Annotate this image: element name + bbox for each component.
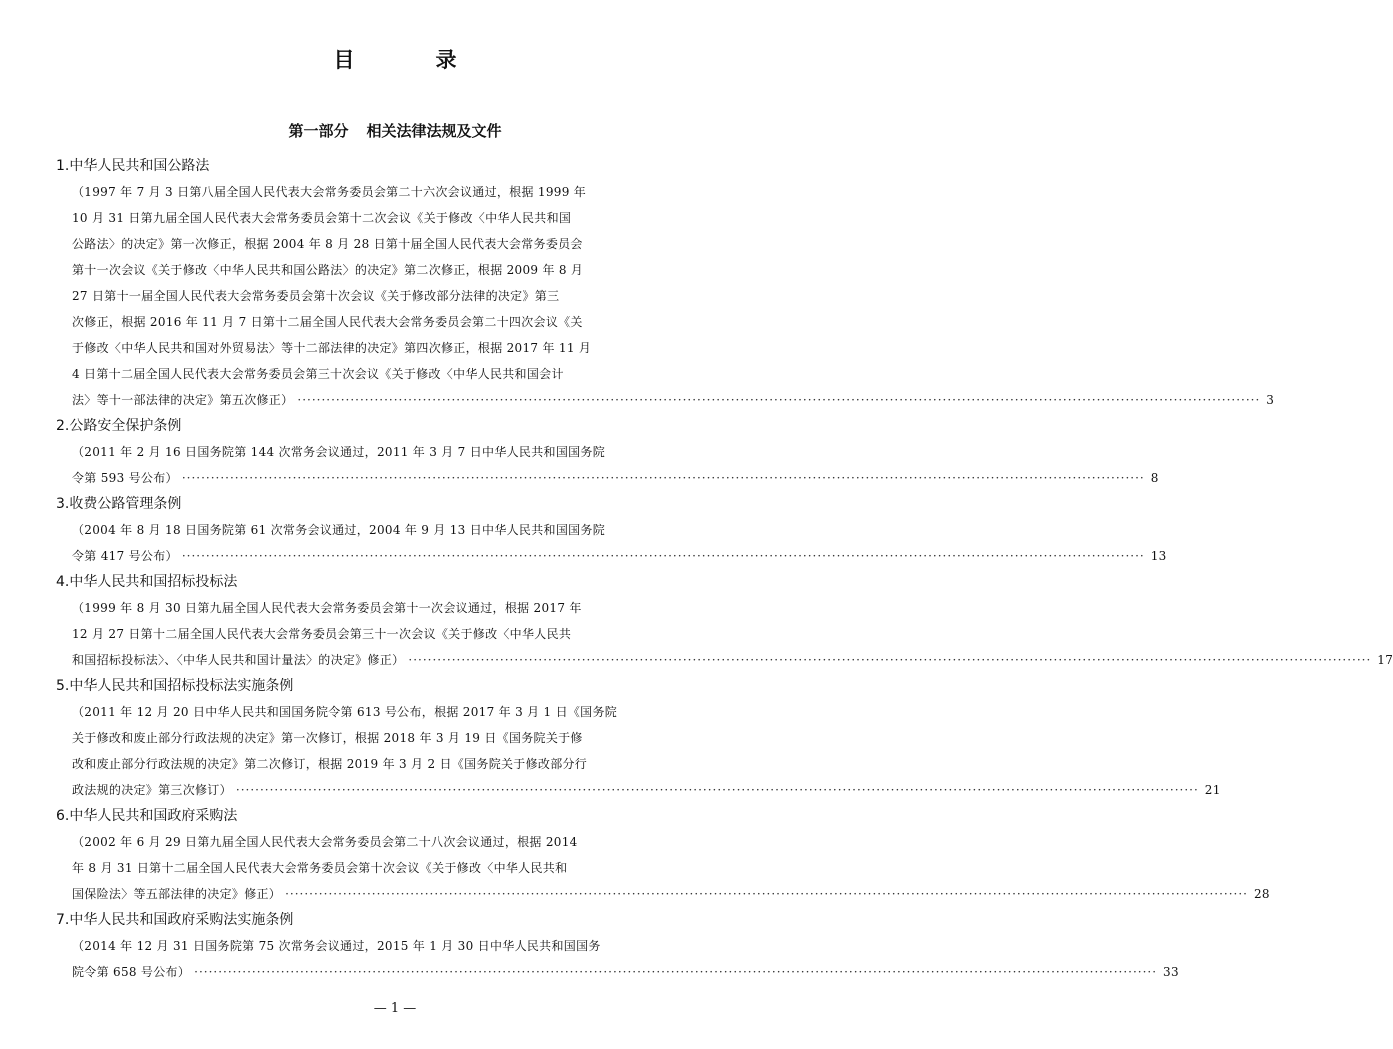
toc-entry-title[interactable]: 7.中华人民共和国政府采购法实施条例	[56, 912, 294, 928]
toc-entry-title[interactable]: 5.中华人民共和国招标投标法实施条例	[56, 678, 294, 694]
toc-entry-note: （2011 年 12 月 20 日中华人民共和国国务院令第 613 号公布，根据 2017 年 3 月 1 日《国务院	[72, 705, 618, 719]
part-label: 第一部分	[288, 122, 349, 140]
toc-entry-last-line	[56, 959, 1179, 985]
dot-leader: ········································································································································································································	[181, 471, 1145, 485]
toc-entry-title[interactable]: 2.公路安全保护条例	[56, 418, 182, 434]
part-title: 相关法律法规及文件	[366, 122, 502, 140]
page-number: — 1 —	[373, 1001, 417, 1016]
toc-entry-last-line	[56, 647, 1393, 673]
dot-leader: ········································································································································································································	[194, 965, 1158, 979]
toc-entry-page[interactable]: 28	[1254, 887, 1270, 901]
dot-leader: ········································································································································································································	[285, 887, 1248, 901]
toc-entry-note: （2014 年 12 月 31 日国务院第 75 次常务会议通过，2015 年 1 月 30 日中华人民共和国国务	[72, 939, 601, 953]
toc-entry[interactable]	[56, 569, 1393, 673]
toc-entry-note: 年 8 月 31 日第十二届全国人民代表大会常务委员会第十次会议《关于修改〈中华人民共和	[72, 861, 568, 875]
toc-entry-note: （2004 年 8 月 18 日国务院第 61 次常务会议通过，2004 年 9 月 13 日中华人民共和国国务院	[72, 523, 606, 537]
toc-entry[interactable]	[56, 413, 1159, 491]
toc-entry-note: 27 日第十一届全国人民代表大会常务委员会第十次会议《关于修改部分法律的决定》第三	[72, 289, 560, 303]
toc-entry[interactable]	[56, 803, 1270, 907]
toc-entry-note: （2011 年 2 月 16 日国务院第 144 次常务会议通过，2011 年 3 月 7 日中华人民共和国国务院	[72, 445, 606, 459]
toc-entry-note: （2002 年 6 月 29 日第九届全国人民代表大会常务委员会第二十八次会议通过，根据 2014	[72, 835, 578, 849]
toc-entry-note: 令第 593 号公布）	[72, 471, 178, 485]
toc-entry-note: 和国招标投标法〉、〈中华人民共和国计量法〉的决定》修正）	[72, 653, 405, 667]
toc-entry-note: 改和废止部分行政法规的决定》第二次修订，根据 2019 年 3 月 2 日《国务院关于修改部分行	[72, 757, 588, 771]
toc-entry-note: （1997 年 7 月 3 日第八届全国人民代表大会常务委员会第二十六次会议通过，根据 1999 年	[72, 185, 587, 199]
dot-leader: ········································································································································································································	[181, 549, 1145, 563]
toc-entry-page[interactable]: 17	[1377, 653, 1393, 667]
toc-entry[interactable]	[56, 907, 1179, 985]
toc-entry-title[interactable]: 4.中华人民共和国招标投标法	[56, 574, 238, 590]
dot-leader: ········································································································································································································	[235, 783, 1199, 797]
toc-entry-note: 次修正，根据 2016 年 11 月 7 日第十二届全国人民代表大会常务委员会第二十四次会议《关	[72, 315, 583, 329]
page-title: 目 录	[333, 48, 487, 72]
part-heading	[0, 120, 790, 141]
toc-entry-note: 关于修改和废止部分行政法规的决定》第一次修订，根据 2018 年 3 月 19 日《国务院关于修	[72, 731, 583, 745]
toc-entry-page[interactable]: 21	[1204, 783, 1221, 797]
toc-entry-page[interactable]: 8	[1150, 471, 1159, 485]
toc-entry-last-line	[56, 465, 1159, 491]
toc-entry-note: 4 日第十二届全国人民代表大会常务委员会第三十次会议《关于修改〈中华人民共和国会计	[72, 367, 564, 381]
toc-entry-page[interactable]: 33	[1163, 965, 1179, 979]
toc-entry[interactable]	[56, 153, 1275, 413]
toc-entry-last-line	[56, 543, 1167, 569]
toc-entries	[56, 153, 1393, 985]
toc-entry[interactable]	[56, 491, 1167, 569]
toc-entry-title[interactable]: 1.中华人民共和国公路法	[56, 158, 210, 174]
toc-entry-note: 第十一次会议《关于修改〈中华人民共和国公路法〉的决定》第二次修正，根据 2009 年 8 月	[72, 263, 584, 277]
toc-entry-title[interactable]: 6.中华人民共和国政府采购法	[56, 808, 238, 824]
toc-entry-page[interactable]: 3	[1266, 393, 1275, 407]
toc-entry-note: 院令第 658 号公布）	[72, 965, 191, 979]
toc-entry-note: 政法规的决定》第三次修订）	[72, 783, 232, 797]
toc-entry-note: 于修改〈中华人民共和国对外贸易法〉等十二部法律的决定》第四次修正，根据 2017 年 11 月	[72, 341, 592, 355]
dot-leader: ········································································································································································································	[408, 653, 1372, 667]
toc-entry-last-line	[56, 881, 1270, 907]
toc-entry-note: 10 月 31 日第九届全国人民代表大会常务委员会第十二次会议《关于修改〈中华人民共和国	[72, 211, 572, 225]
toc-entry-title[interactable]: 3.收费公路管理条例	[56, 496, 182, 512]
dot-leader: ········································································································································································································	[297, 393, 1261, 407]
toc-entry-last-line	[56, 387, 1275, 413]
toc-entry-note: 令第 417 号公布）	[72, 549, 178, 563]
toc-entry-note: 法〉等十一部法律的决定》第五次修正）	[72, 393, 294, 407]
toc-entry-page[interactable]: 13	[1150, 549, 1167, 563]
toc-entry[interactable]	[56, 673, 1221, 803]
toc-entry-note: 国保险法〉等五部法律的决定》修正）	[72, 887, 282, 901]
toc-entry-note: 公路法〉的决定》第一次修正，根据 2004 年 8 月 28 日第十届全国人民代表大会常务委员会	[72, 237, 583, 251]
toc-entry-note: 12 月 27 日第十二届全国人民代表大会常务委员会第三十一次会议《关于修改〈中华人民共	[72, 627, 572, 641]
toc-entry-note: （1999 年 8 月 30 日第九届全国人民代表大会常务委员会第十一次会议通过，根据 2017 年	[72, 601, 582, 615]
toc-entry-last-line	[56, 777, 1221, 803]
